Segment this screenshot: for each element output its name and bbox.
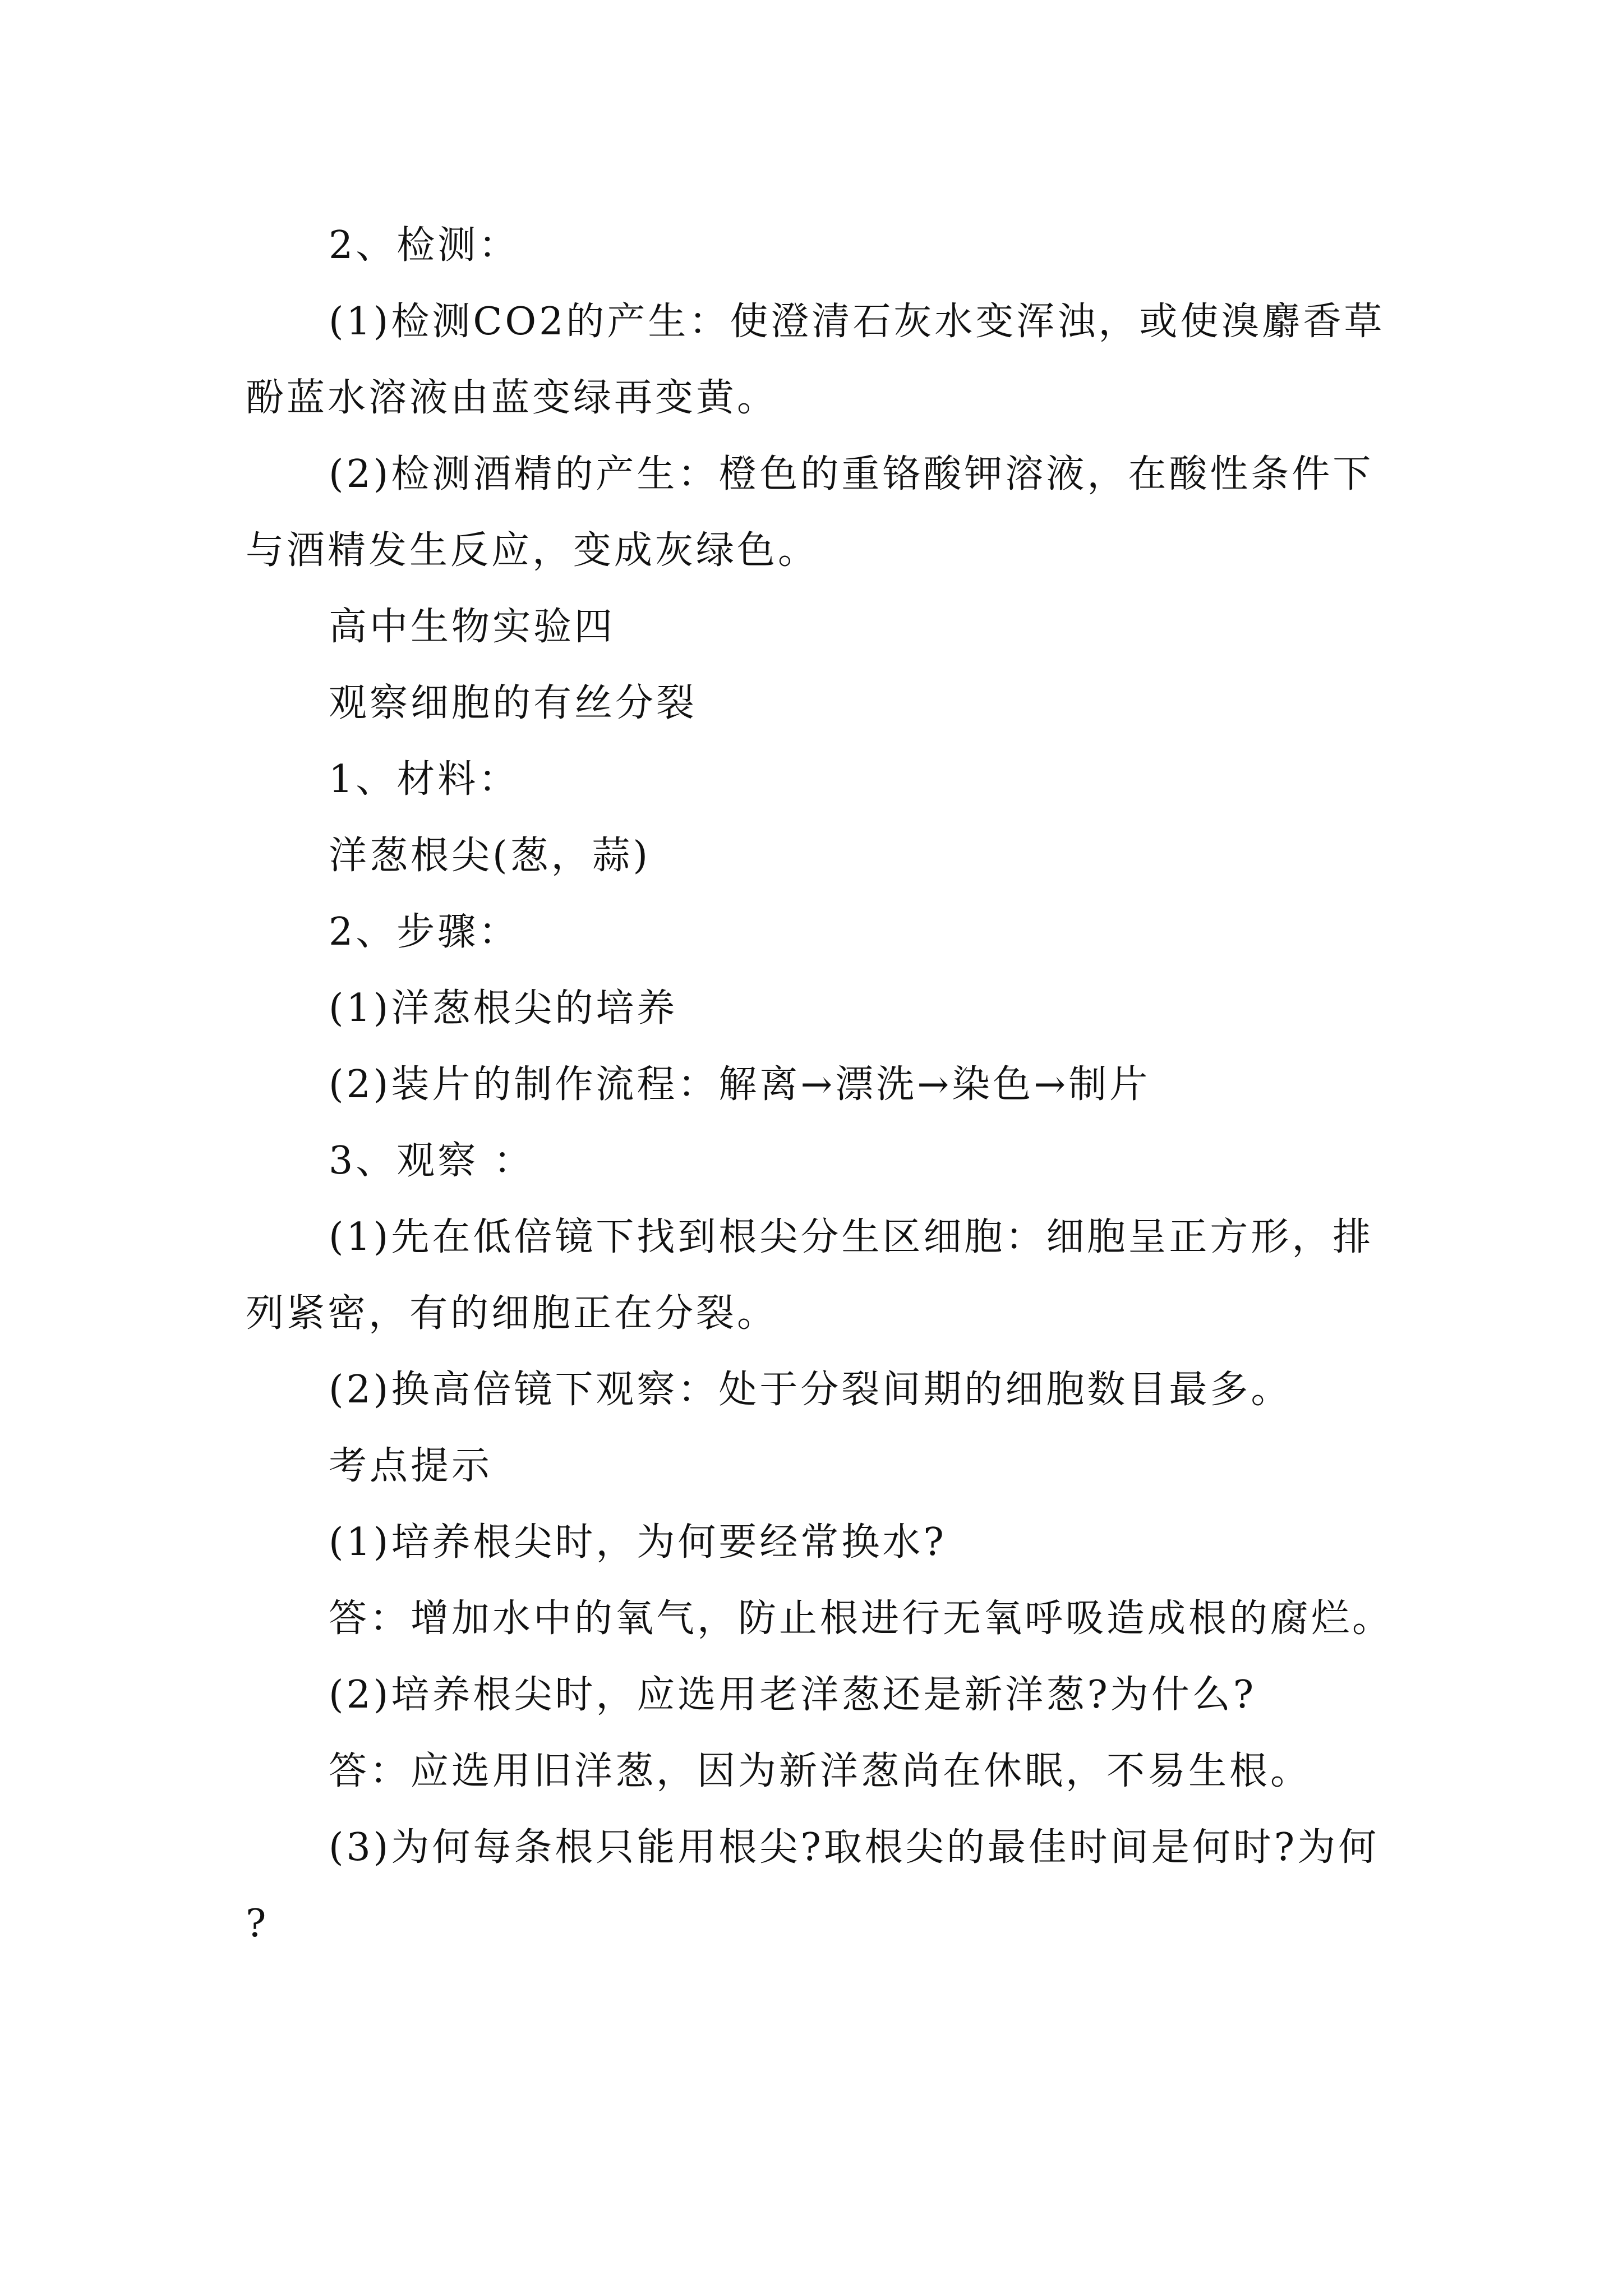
document-body — [246, 208, 1401, 1962]
paragraph: 1、材料： — [329, 757, 520, 802]
question: (1)培养根尖时，为何要经常换水? — [329, 1520, 947, 1565]
section-heading: 高中生物实验四 — [329, 605, 616, 649]
paragraph: 2、检测： — [329, 223, 520, 268]
paragraph: (2)换高倍镜下观察：处于分裂间期的细胞数目最多。 — [329, 1368, 1292, 1412]
paragraph: 3、观察 ： — [329, 1139, 534, 1183]
paragraph: (2)装片的制作流程：解离→漂洗→染色→制片 — [329, 1062, 1151, 1107]
answer: 答：增加水中的氧气，防止根进行无氧呼吸造成根的腐烂。 — [329, 1596, 1394, 1641]
section-subheading: 观察细胞的有丝分裂 — [329, 681, 698, 725]
paragraph: 洋葱根尖(葱，蒜) — [329, 834, 651, 878]
answer: 答：应选用旧洋葱，因为新洋葱尚在休眠，不易生根。 — [329, 1749, 1312, 1793]
paragraph: (1)检测CO2的产生：使澄清石灰水变浑浊，或使溴麝香草酚蓝水溶液由蓝变绿再变黄。 — [246, 300, 1385, 420]
section-heading: 考点提示 — [329, 1444, 493, 1488]
question: (3)为何每条根只能用根尖?取根尖的最佳时间是何时?为何? — [246, 1825, 1380, 1946]
paragraph: (1)先在低倍镜下找到根尖分生区细胞：细胞呈正方形，排列紧密，有的细胞正在分裂。 — [246, 1215, 1374, 1336]
question: (2)培养根尖时，应选用老洋葱还是新洋葱?为什么? — [329, 1673, 1257, 1717]
paragraph: 2、步骤： — [329, 910, 520, 954]
paragraph: (1)洋葱根尖的培养 — [329, 986, 678, 1030]
paragraph: (2)检测酒精的产生：橙色的重铬酸钾溶液，在酸性条件下与酒精发生反应，变成灰绿色。 — [246, 452, 1374, 573]
